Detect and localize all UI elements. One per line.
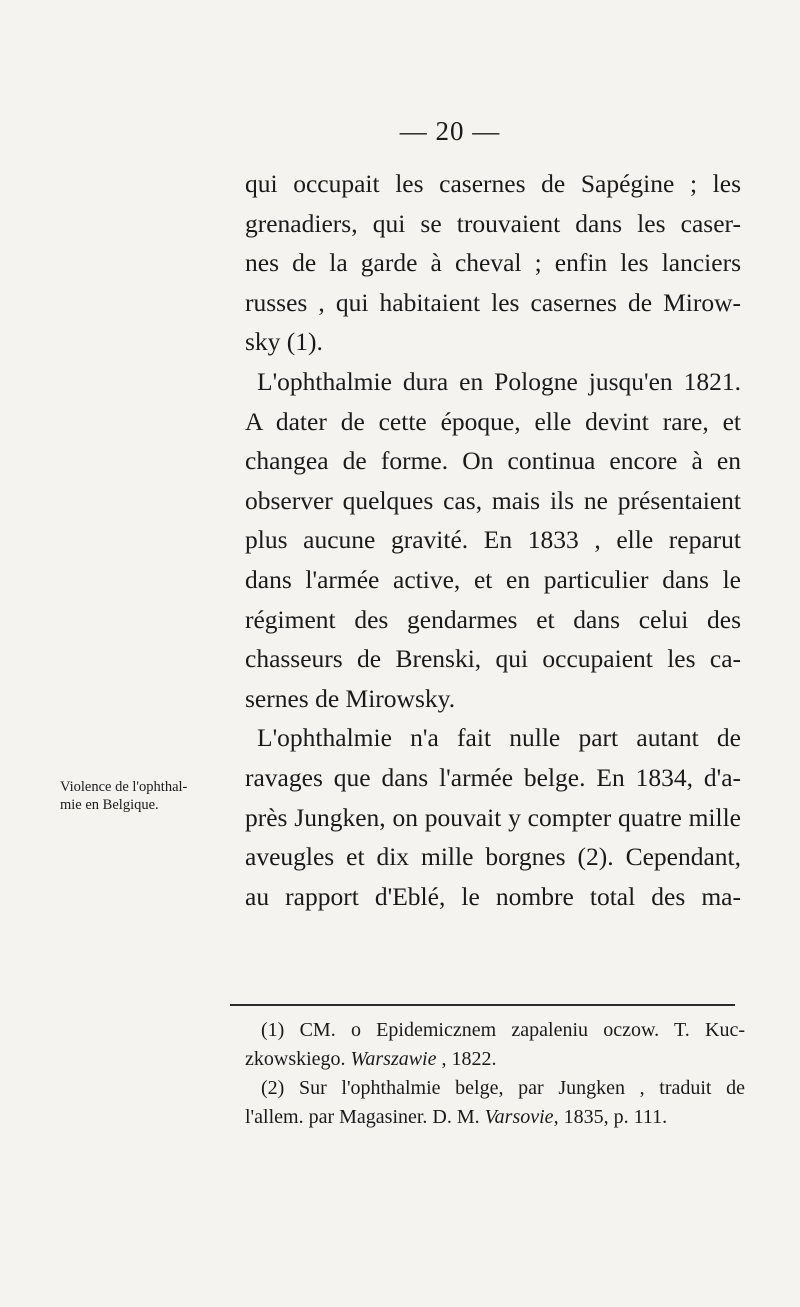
- body-text: [245, 164, 741, 916]
- text-line: sky (1).: [245, 327, 323, 357]
- text-line: observer quelques cas, mais ils ne présentaient: [245, 485, 741, 515]
- text-line: près Jungken, on pouvait y compter quatre mille: [245, 802, 741, 832]
- text-line: chasseurs de Brenski, qui occupaient les ca-: [245, 644, 741, 674]
- footnote-text: , 1835, p. 111.: [553, 1106, 668, 1128]
- text-line: aveugles et dix mille borgnes (2). Cependant,: [245, 842, 741, 872]
- footnote-place: Warszawie: [350, 1048, 437, 1070]
- margin-note: [60, 778, 230, 814]
- text-line: russes , qui habitaient les casernes de Mirow-: [245, 287, 741, 317]
- page-number: — 20 —: [399, 116, 501, 146]
- footnote-text: , 1822.: [436, 1048, 497, 1070]
- footnote-text: zkowskiego.: [245, 1048, 351, 1070]
- footnote-1-line: [245, 1045, 745, 1074]
- footnote-divider: [230, 1004, 735, 1006]
- text-line: nes de la garde à cheval ; enfin les lanciers: [245, 248, 741, 278]
- text-line: A dater de cette époque, elle devint rare, et: [245, 406, 741, 436]
- margin-note-line: mie en Belgique.: [60, 797, 159, 813]
- text-line: plus aucune gravité. En 1833 , elle reparut: [245, 525, 741, 555]
- footnote-1-line: (1) CM. o Epidemicznem zapaleniu oczow. T. Kuc-: [261, 1019, 745, 1041]
- text-line: ravages que dans l'armée belge. En 1834, d'a-: [245, 762, 741, 792]
- text-line: sernes de Mirowsky.: [245, 683, 456, 713]
- footnote-text: l'allem. par Magasiner. D. M.: [245, 1106, 485, 1128]
- margin-note-line: Violence de l'ophthal-: [60, 779, 188, 795]
- text-line: qui occupait les casernes de Sapégine ; les: [245, 169, 741, 198]
- text-line: L'ophthalmie n'a fait nulle part autant de: [257, 723, 741, 753]
- text-line: grenadiers, qui se trouvaient dans les caser-: [245, 208, 741, 238]
- text-line: régiment des gendarmes et dans celui des: [245, 604, 741, 634]
- text-line: L'ophthalmie dura en Pologne jusqu'en 1821.: [257, 366, 741, 396]
- text-line: dans l'armée active, et en particulier dans le: [245, 564, 741, 594]
- text-line: au rapport d'Eblé, le nombre total des ma-: [245, 881, 741, 911]
- footnote-2-line: [245, 1103, 745, 1132]
- footnote-2-line: (2) Sur l'ophthalmie belge, par Jungken , traduit de: [261, 1077, 745, 1099]
- footnote-place: Varsovie: [484, 1106, 554, 1128]
- text-line: changea de forme. On continua encore à en: [245, 446, 741, 476]
- footnotes: [245, 1016, 745, 1132]
